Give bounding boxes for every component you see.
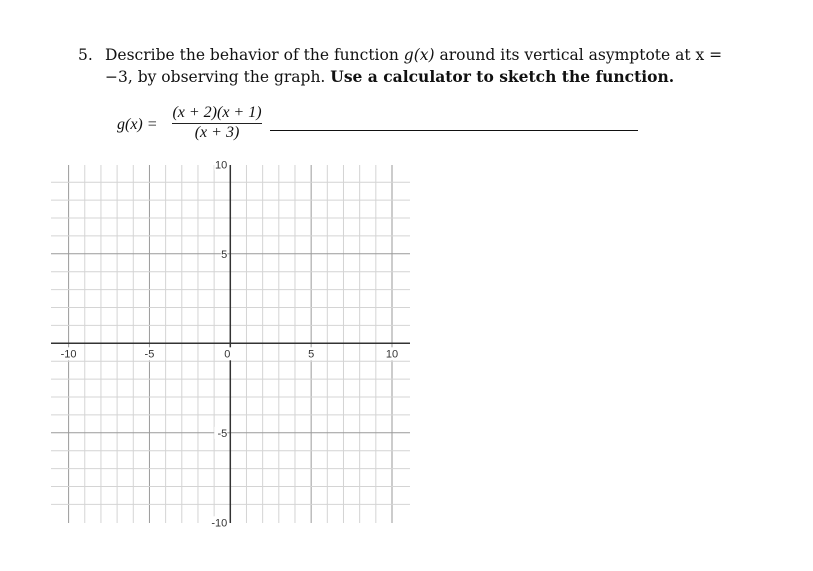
x-tick-label: -5 [144, 348, 155, 361]
x-tick-label: 0 [224, 348, 231, 361]
x-tick-label: 10 [385, 348, 399, 361]
y-tick-label: 5 [221, 248, 228, 261]
function-name: g(x) [403, 46, 435, 64]
question-number: 5. [78, 46, 93, 64]
formula-lhs: g(x) = [117, 116, 158, 133]
x-tick-label: -10 [60, 348, 77, 361]
question-text: −3, by observing the graph. [105, 68, 331, 86]
y-tick-label: -5 [217, 427, 228, 440]
instruction-text: Use a calculator to sketch the function. [330, 67, 675, 86]
question-text: around its vertical asymptote at x = [434, 46, 723, 64]
formula-numerator: (x + 2)(x + 1) [172, 104, 262, 124]
question-text: Describe the behavior of the function [105, 46, 404, 64]
formula-denominator: (x + 3) [194, 124, 240, 141]
y-tick-label: 10 [215, 159, 228, 172]
x-tick-label: 5 [308, 348, 315, 361]
y-tick-label: -10 [211, 517, 228, 530]
